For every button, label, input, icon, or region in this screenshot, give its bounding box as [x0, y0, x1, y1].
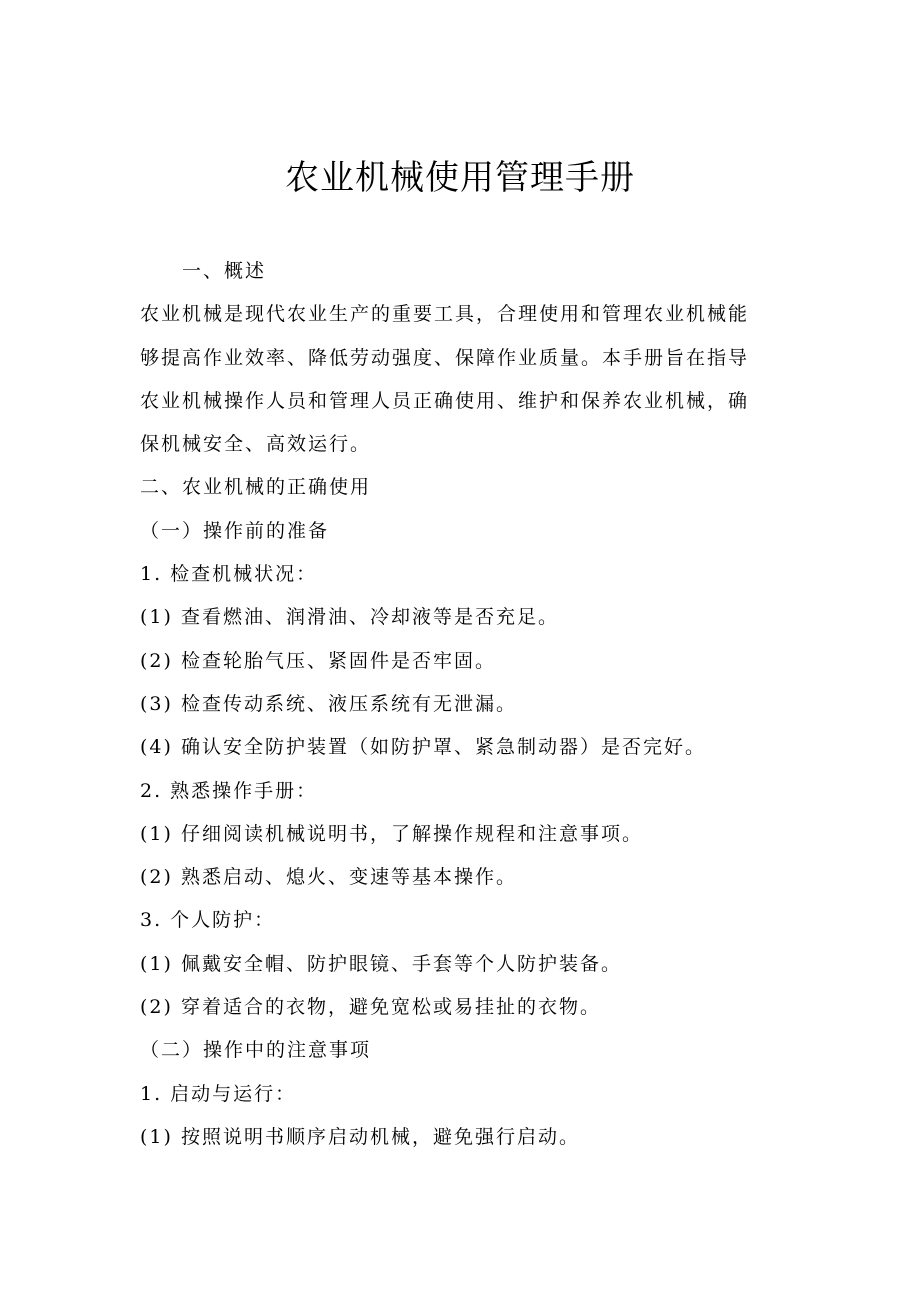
- text-line: 保机械安全、高效运行。: [140, 433, 372, 456]
- text-line: 农业机械是现代农业生产的重要工具，合理使用和管理农业机械能: [140, 303, 750, 326]
- document-title: 农业机械使用管理手册: [285, 158, 635, 198]
- text-line: 农业机械操作人员和管理人员正确使用、维护和保养农业机械，确: [140, 389, 750, 412]
- document-body: [140, 250, 780, 1159]
- text-line: (2) 熟悉启动、熄火、变速等基本操作。: [140, 866, 517, 889]
- text-line: (4) 确认安全防护装置（如防护罩、紧急制动器）是否完好。: [140, 736, 706, 759]
- text-line: （二）操作中的注意事项: [140, 1039, 372, 1062]
- text-line: （一）操作前的准备: [140, 519, 330, 542]
- text-line: (1) 仔细阅读机械说明书，了解操作规程和注意事项。: [140, 822, 643, 845]
- text-line: 2. 熟悉操作手册：: [140, 779, 318, 802]
- text-line: (1) 按照说明书顺序启动机械，避免强行启动。: [140, 1125, 580, 1148]
- text-line: 1. 检查机械状况：: [140, 563, 318, 586]
- text-line: (2) 检查轮胎气压、紧固件是否牢固。: [140, 649, 496, 672]
- text-line: 1. 启动与运行：: [140, 1082, 297, 1105]
- text-line: (1) 查看燃油、润滑油、冷却液等是否充足。: [140, 606, 559, 629]
- text-line: 一、概述: [182, 260, 267, 282]
- text-line: (3) 检查传动系统、液压系统有无泄漏。: [140, 692, 517, 715]
- text-line: 够提高作业效率、降低劳动强度、保障作业质量。本手册旨在指导: [140, 346, 750, 369]
- text-line: (1) 佩戴安全帽、防护眼镜、手套等个人防护装备。: [140, 952, 622, 975]
- text-line: (2) 穿着适合的衣物，避免宽松或易挂扯的衣物。: [140, 996, 601, 1019]
- text-line: 3. 个人防护：: [140, 909, 276, 932]
- text-line: 二、农业机械的正确使用: [140, 476, 372, 499]
